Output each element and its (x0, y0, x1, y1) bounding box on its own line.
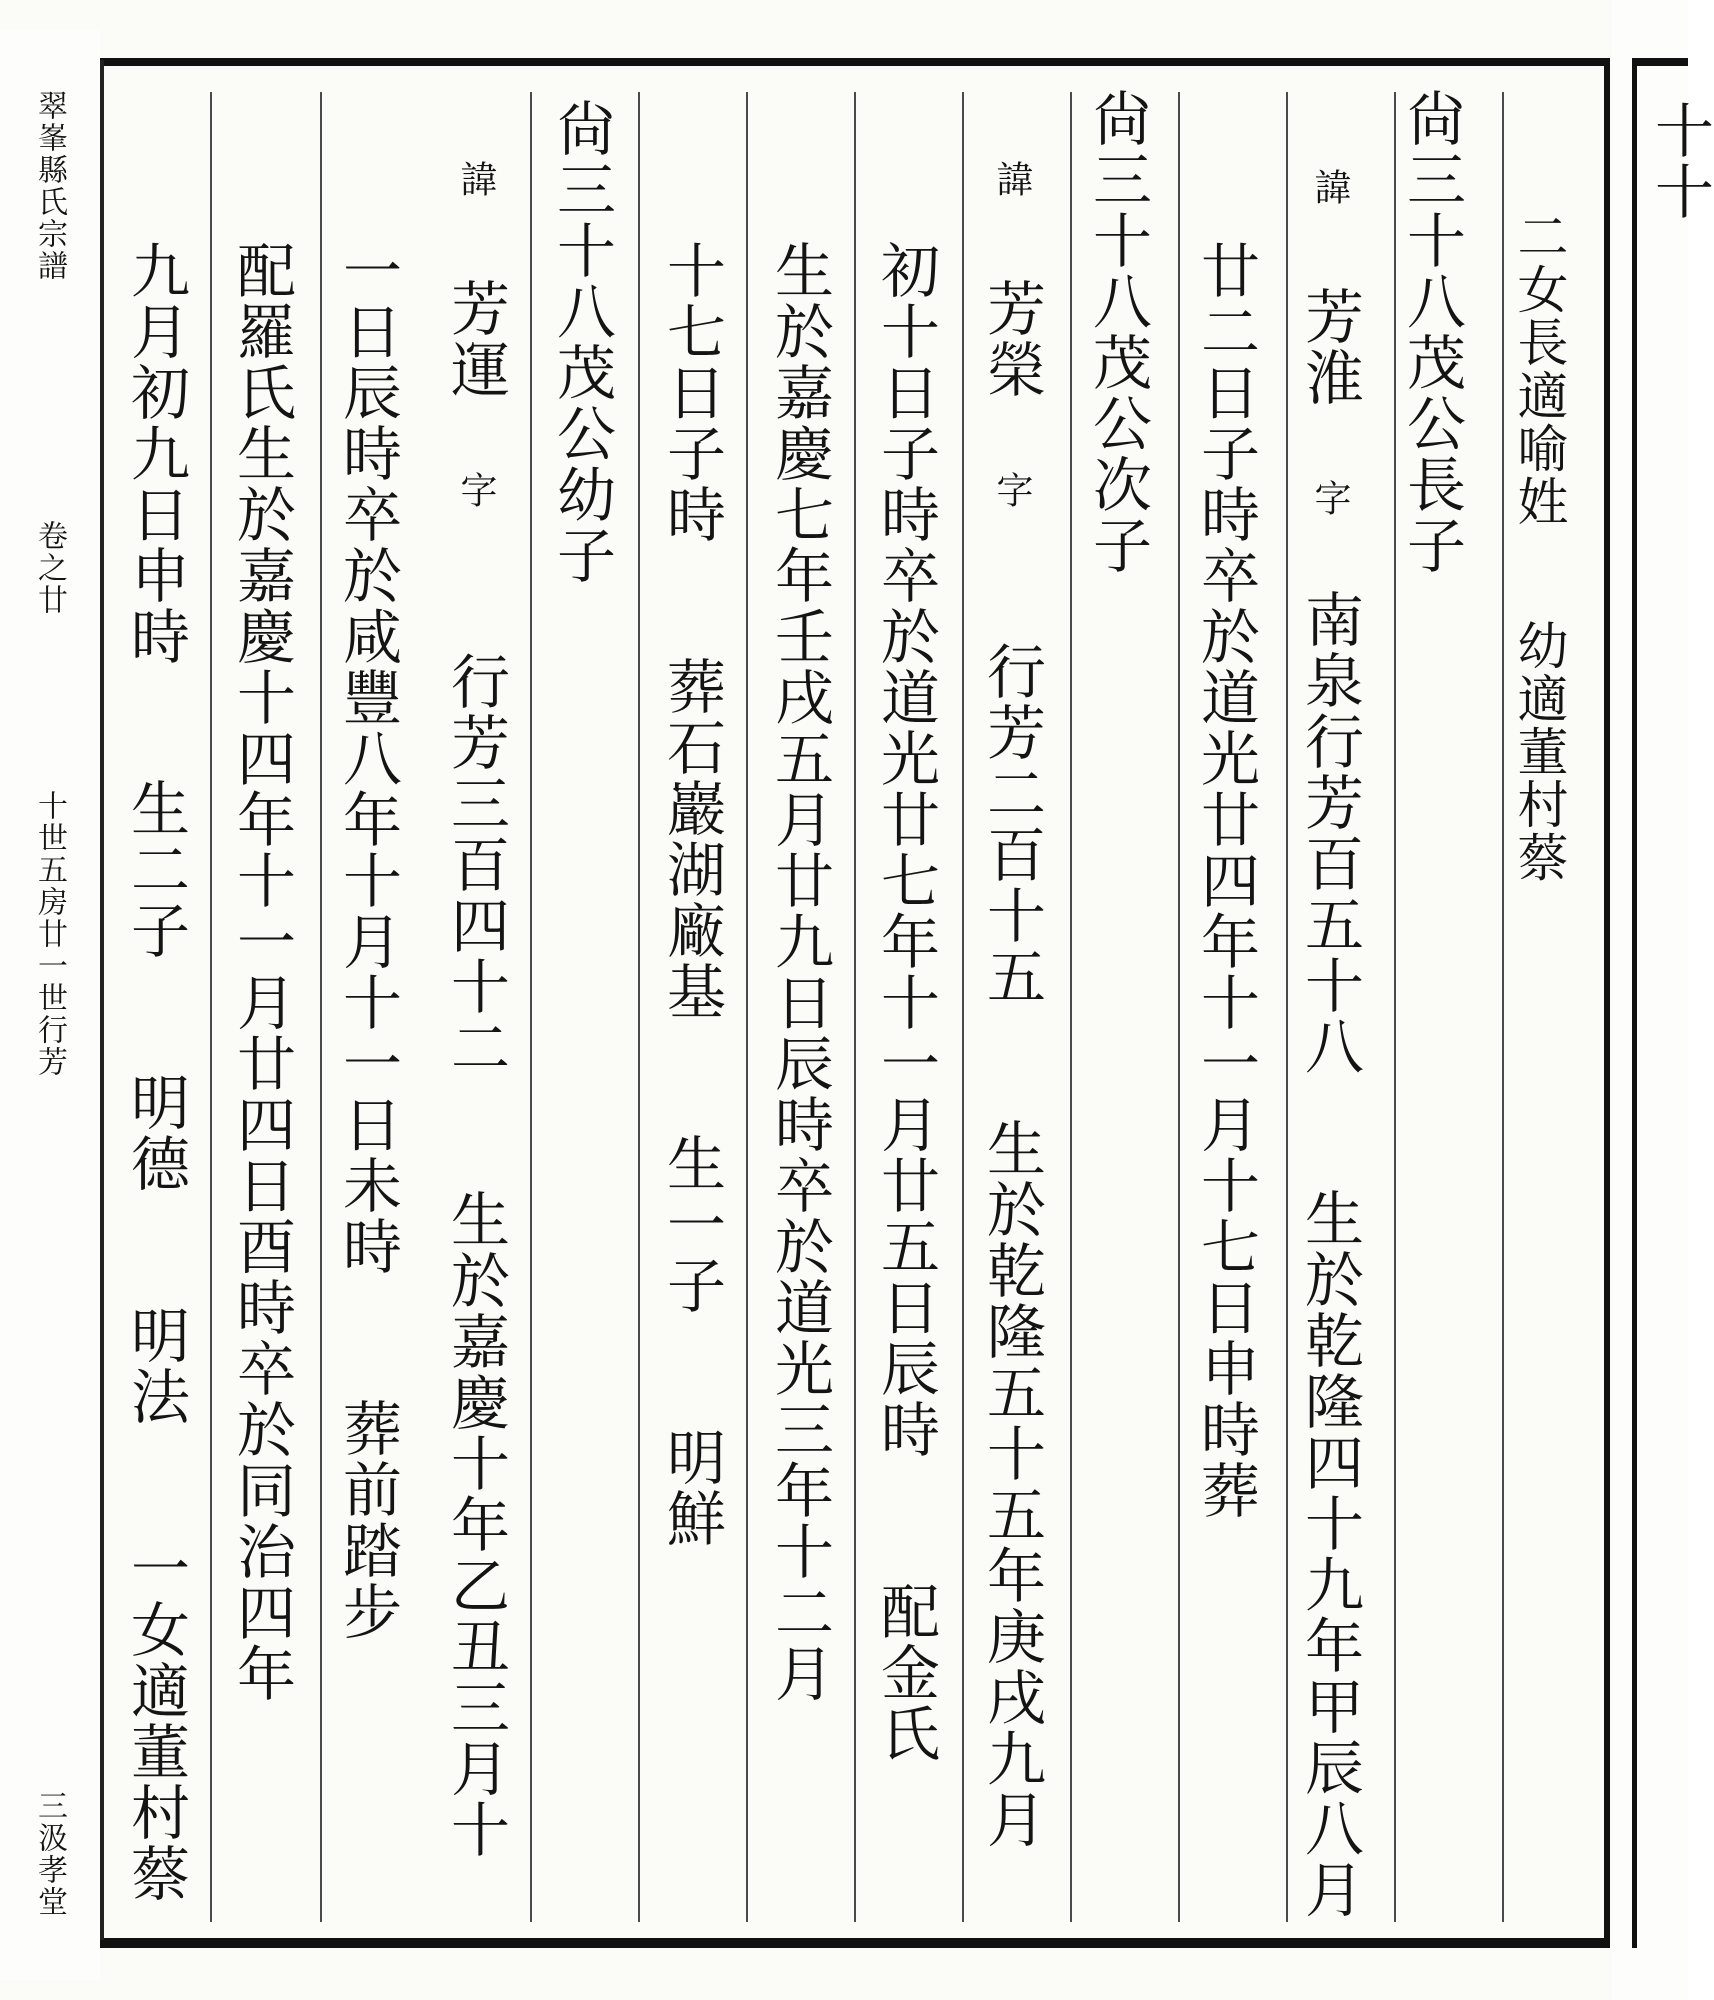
adjacent-page-edge (1612, 0, 1714, 2000)
column-text: 行芳二百十五 (977, 641, 1046, 1007)
section-label: 十世五房廿一世行芳 (32, 790, 67, 1078)
column-text: 生於嘉慶十年乙丑三月十 (441, 1189, 510, 1860)
taboo-name-mark: 諱 (454, 160, 497, 199)
col-rule (1502, 92, 1504, 1922)
col-rule (1070, 92, 1072, 1922)
text-column-7 (871, 240, 940, 1764)
text-column-5 (1083, 88, 1152, 576)
courtesy-name-mark: 字 (454, 471, 497, 510)
column-text: 明法 (121, 1305, 190, 1427)
column-text: 廿二日子時卒於道光廿四年十一月十七日申時葬 (1191, 240, 1260, 1521)
adjacent-page-text: 十十 (1645, 100, 1714, 222)
column-text: 生一子 (657, 1133, 726, 1316)
column-text: 芳榮 (977, 278, 1046, 400)
column-text: 一日辰時卒於咸豐八年十月十一日未時 (333, 240, 402, 1277)
book-title: 翠峯縣氏宗譜 (32, 90, 67, 282)
column-text: 九月初九日申時 (121, 240, 190, 667)
column-text: 配金氏 (871, 1581, 940, 1764)
adjacent-top-border (1632, 58, 1688, 66)
column-text: 初十日子時卒於道光廿七年十一月廿五日辰時 (871, 240, 940, 1460)
hall-name: 三汲孝堂 (32, 1790, 67, 1918)
column-text: 尙三十八茂公幼子 (547, 98, 616, 586)
col-rule (746, 92, 748, 1922)
column-text: 生於乾隆五十五年庚戌九月 (977, 1118, 1046, 1850)
column-text: 明德 (121, 1072, 190, 1194)
col-rule (1286, 92, 1288, 1922)
col-rule (962, 92, 964, 1922)
volume-label: 卷之廿 (32, 520, 67, 616)
col-rule (530, 92, 532, 1922)
column-text: 配羅氏生於嘉慶十四年十一月廿四日酉時卒於同治四年 (227, 240, 296, 1704)
text-column-3 (1295, 168, 1364, 1920)
page-margin (0, 30, 100, 1980)
bottom-border (30, 1938, 1610, 1948)
column-text: 二女長適喻姓 (1508, 210, 1567, 528)
column-text: 生二子 (121, 778, 190, 961)
taboo-name-mark: 諱 (1308, 168, 1351, 207)
column-text: 尙三十八茂公次子 (1083, 88, 1152, 576)
column-text: 芳淮 (1295, 286, 1364, 408)
column-text: 一女適董村蔡 (121, 1538, 190, 1904)
column-text: 生於嘉慶七年壬戌五月廿九日辰時卒於道光三年十二月 (765, 240, 834, 1704)
text-column-2 (1397, 88, 1466, 576)
taboo-name-mark: 諱 (990, 160, 1033, 199)
column-text: 幼適董村蔡 (1508, 619, 1567, 884)
text-column-14 (121, 240, 190, 1904)
column-text: 行芳三百四十二 (441, 651, 510, 1078)
column-text: 葬前踏步 (333, 1398, 402, 1642)
adjacent-left-border (1632, 58, 1637, 1948)
col-rule (1394, 92, 1396, 1922)
courtesy-name-mark: 字 (1308, 479, 1351, 518)
right-border (1604, 58, 1610, 1948)
top-border (30, 58, 1610, 66)
column-text: 芳運 (441, 278, 510, 400)
column-text: 生於乾隆四十九年甲辰八月 (1295, 1188, 1364, 1920)
text-column-9 (657, 240, 726, 1549)
column-text: 南泉行芳百五十八 (1295, 589, 1364, 1077)
col-rule (638, 92, 640, 1922)
text-column-10 (547, 98, 616, 586)
text-column-12 (333, 240, 402, 1642)
text-column-1 (1508, 210, 1567, 884)
column-text: 明鮮 (657, 1427, 726, 1549)
text-column-4 (1191, 240, 1260, 1521)
column-text: 葬石巖湖廠基 (657, 656, 726, 1022)
text-column-11 (441, 160, 510, 1860)
column-text: 尙三十八茂公長子 (1397, 88, 1466, 576)
col-rule (854, 92, 856, 1922)
courtesy-name-mark: 字 (990, 471, 1033, 510)
margin-rule (100, 60, 104, 1940)
col-rule (320, 92, 322, 1922)
text-column-13 (227, 240, 296, 1704)
col-rule (210, 92, 212, 1922)
text-column-8 (765, 240, 834, 1704)
col-rule (1178, 92, 1180, 1922)
text-column-6 (977, 160, 1046, 1850)
column-text: 十七日子時 (657, 240, 726, 545)
